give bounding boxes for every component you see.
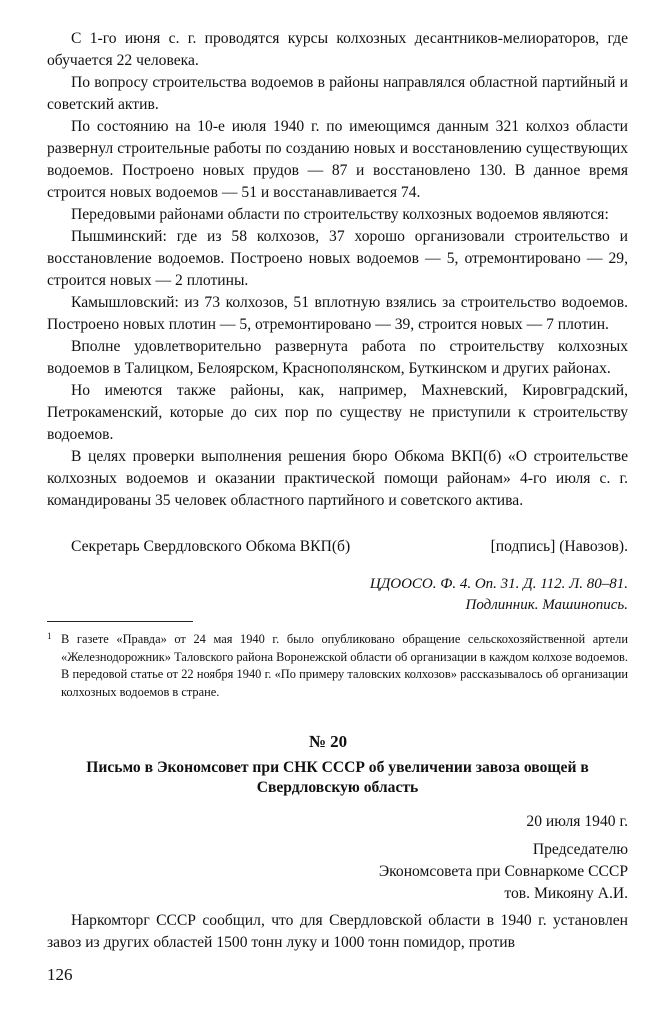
paragraph-lagging: Но имеются также районы, как, например, Махневский, Кировградский, Петрокаменский, которые до сих пор по существу не приступили к строительству водоемов. — [47, 382, 628, 443]
addressee-line-1: Председателю — [532, 841, 628, 858]
addressee-line-2: Экономсовета при Совнаркоме СССР — [378, 863, 628, 880]
document-number: № 20 — [308, 732, 348, 751]
paragraph-pyshma: Пышминский: где из 58 колхозов, 37 хорошо организовали строительство и восстановление водоемов. Построено новых водоемов — 5, отремонтировано — 29, строится новых — 2 плотины. — [47, 228, 628, 289]
document-date: 20 июля 1940 г. — [526, 813, 628, 830]
archive-reference — [370, 574, 628, 616]
paragraph-inspection: В целях проверки выполнения решения бюро Обкома ВКП(б) «О строительстве колхозных водоемов и оказании практической помощи районам» 4-го июля с. г. командированы 35 человек областного партийного и советского актива. — [47, 448, 628, 509]
signature-position: Секретарь Свердловского Обкома ВКП(б) — [71, 538, 351, 555]
footnote-mark: 1 — [47, 631, 52, 641]
main-text — [47, 28, 628, 512]
paragraph-leading-districts: Передовыми районами области по строительству колхозных водоемов являются: — [71, 206, 609, 223]
archive-citation: ЦДООСО. Ф. 4. Оп. 31. Д. 112. Л. 80–81. — [369, 576, 628, 592]
paragraph-kamyshlov: Камышловский: из 73 колхозов, 51 вплотную взялись за строительство водоемов. Построено новых плотин — 5, отремонтировано — 39, строится новых — 7 плотин. — [47, 294, 628, 333]
archive-note: Подлинник. Машинопись. — [465, 597, 628, 613]
document-title: Письмо в Экономсовет при СНК СССР об увеличении завоза овощей в Свердловскую область — [86, 759, 589, 796]
signature-name: [подпись] (Навозов). — [490, 538, 628, 555]
footnote-text: В газете «Правда» от 24 мая 1940 г. было опубликовано обращение сельскохозяйственной артели «Железнодорожник» Таловского района Воронежской области об организации в каждом колхозе водоемов. В передовой статье от 22 ноября 1940 г. «По примеру таловских колхозов» рассказывалось об организации колхозных водоемов в стране. — [61, 632, 628, 699]
letter-body — [47, 910, 628, 954]
footnote — [47, 631, 628, 701]
addressee-block — [379, 839, 628, 905]
paragraph-activists: По вопросу строительства водоемов в районы направлялся областной партийный и советский актив. — [47, 74, 628, 113]
page-number: 126 — [47, 965, 73, 984]
footnote-divider — [47, 621, 193, 622]
paragraph-courses: С 1-го июня с. г. проводятся курсы колхозных десантников-мелиораторов, где обучается 22 человека. — [47, 30, 628, 69]
addressee-line-3: тов. Микояну А.И. — [504, 885, 628, 902]
paragraph-status: По состоянию на 10-е июля 1940 г. по имеющимся данным 321 колхоз области развернул строительные работы по созданию новых и восстановлению существующих водоемов. Построено новых прудов — 87 и восстановлено 130. В данное время строится новых водоемов — 51 и восстанавливается 74. — [47, 118, 628, 201]
letter-first-paragraph: Наркомторг СССР сообщил, что для Свердловской области в 1940 г. установлен завоз из других областей 1500 тонн луку и 1000 тонн помидор, против — [47, 912, 628, 951]
paragraph-satisfactory: Вполне удовлетворительно развернута работа по строительству колхозных водоемов в Талицком, Белоярском, Краснополянском, Буткинском и других районах. — [47, 338, 628, 377]
